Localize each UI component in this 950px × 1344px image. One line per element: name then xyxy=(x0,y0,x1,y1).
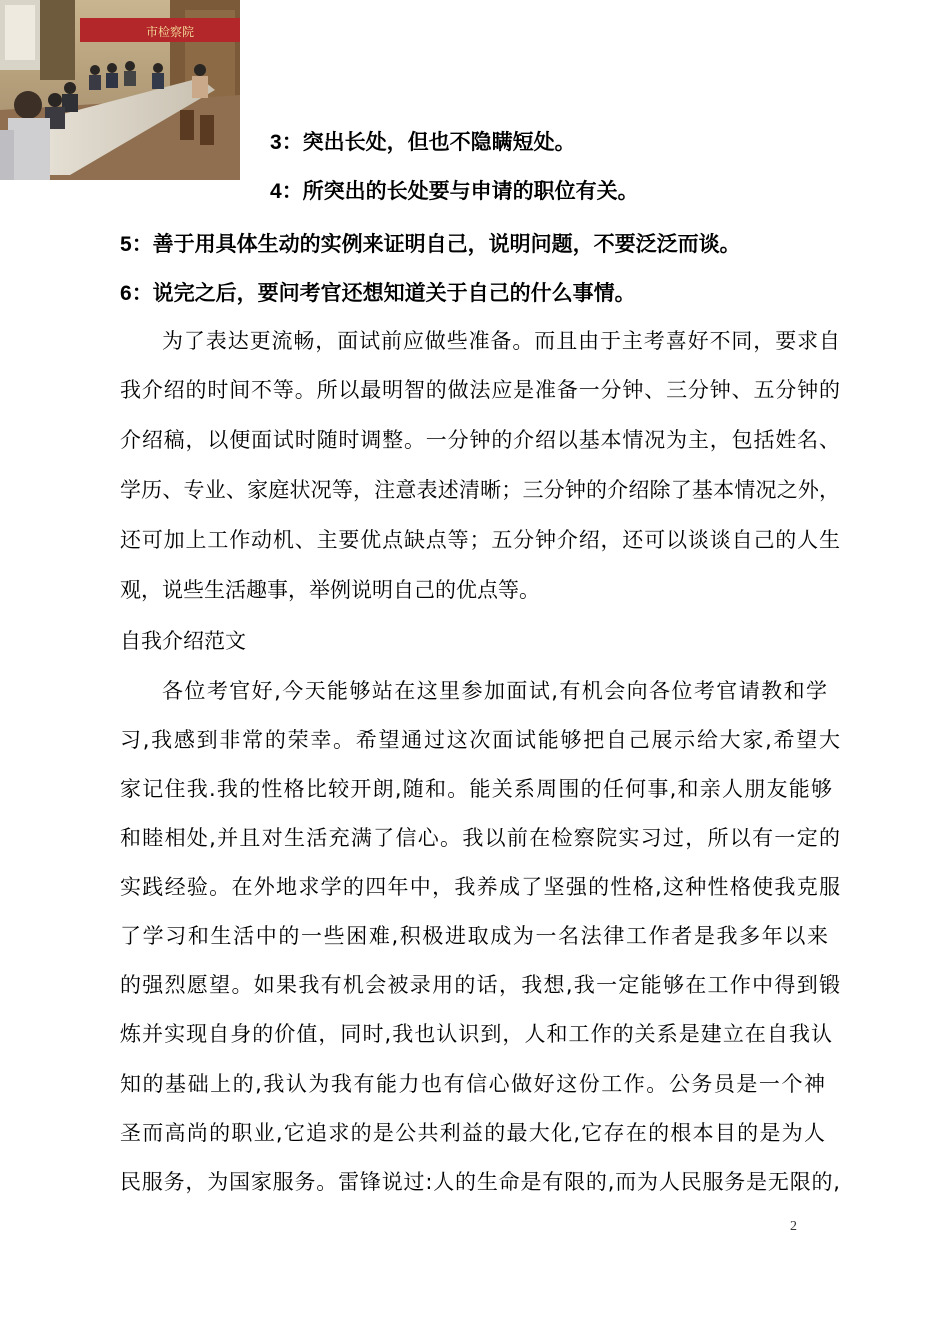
paragraph-line: 学历、专业、家庭状况等，注意表述清晰；三分钟的介绍除了基本情况之外， xyxy=(120,478,840,502)
section-heading: 自我介绍范文 xyxy=(120,629,246,653)
list-item-4 xyxy=(270,176,840,207)
paragraph-line: 各位考官好,今天能够站在这里参加面试,有机会向各位考官请教和学 xyxy=(162,679,827,703)
paragraph-line: 民服务，为国家服务。雷锋说过:人的生命是有限的,而为人民服务是无限的, xyxy=(120,1170,840,1194)
list-item-3 xyxy=(270,127,840,158)
paragraph-line: 还可加上工作动机、主要优点缺点等；五分钟介绍，还可以谈谈自己的人生 xyxy=(120,528,840,552)
banner-text: 市检察院 xyxy=(145,25,195,39)
paragraph-line: 和睦相处,并且对生活充满了信心。我以前在检察院实习过，所以有一定的 xyxy=(120,826,840,850)
paragraph-line: 习,我感到非常的荣幸。希望通过这次面试能够把自己展示给大家,希望大 xyxy=(120,728,840,752)
paragraph-line: 的强烈愿望。如果我有机会被录用的话，我想,我一定能够在工作中得到锻 xyxy=(120,973,840,997)
list-text: ：突出长处，但也不隐瞒短处。 xyxy=(281,130,576,154)
list-text: ：善于用具体生动的实例来证明自己，说明问题，不要泛泛而谈。 xyxy=(131,232,741,256)
meeting-room-photo-icon xyxy=(0,0,240,180)
list-text: ：说完之后，要问考官还想知道关于自己的什么事情。 xyxy=(131,281,636,305)
paragraph-line: 为了表达更流畅，面试前应做些准备。而且由于主考喜好不同，要求自 xyxy=(162,329,840,353)
list-number: 4 xyxy=(270,180,282,203)
paragraph-line: 知的基础上的,我认为我有能力也有信心做好这份工作。公务员是一个神 xyxy=(120,1072,825,1096)
meeting-photo xyxy=(0,0,240,180)
paragraph-line: 炼并实现自身的价值，同时,我也认识到，人和工作的关系是建立在自我认 xyxy=(120,1022,832,1046)
paragraph-line: 了学习和生活中的一些困难,积极进取成为一名法律工作者是我多年以来 xyxy=(120,924,828,948)
list-item-5 xyxy=(120,229,840,260)
list-number: 6 xyxy=(120,282,132,305)
list-item-6 xyxy=(120,278,840,309)
list-number: 5 xyxy=(120,233,132,256)
paragraph-line: 观，说些生活趣事，举例说明自己的优点等。 xyxy=(120,578,540,602)
paragraph-line: 家记住我.我的性格比较开朗,随和。能关系周围的任何事,和亲人朋友能够 xyxy=(120,777,832,801)
paragraph-line: 圣而高尚的职业,它追求的是公共利益的最大化,它存在的根本目的是为人 xyxy=(120,1121,825,1145)
paragraph-line: 我介绍的时间不等。所以最明智的做法应是准备一分钟、三分钟、五分钟的 xyxy=(120,378,840,402)
paragraph-line: 介绍稿，以便面试时随时调整。一分钟的介绍以基本情况为主，包括姓名、 xyxy=(120,428,840,452)
page-number: 2 xyxy=(790,1219,797,1234)
list-number: 3 xyxy=(270,131,282,154)
list-text: ：所突出的长处要与申请的职位有关。 xyxy=(281,179,639,203)
paragraph-line: 实践经验。在外地求学的四年中，我养成了坚强的性格,这种性格使我克服 xyxy=(120,875,840,899)
